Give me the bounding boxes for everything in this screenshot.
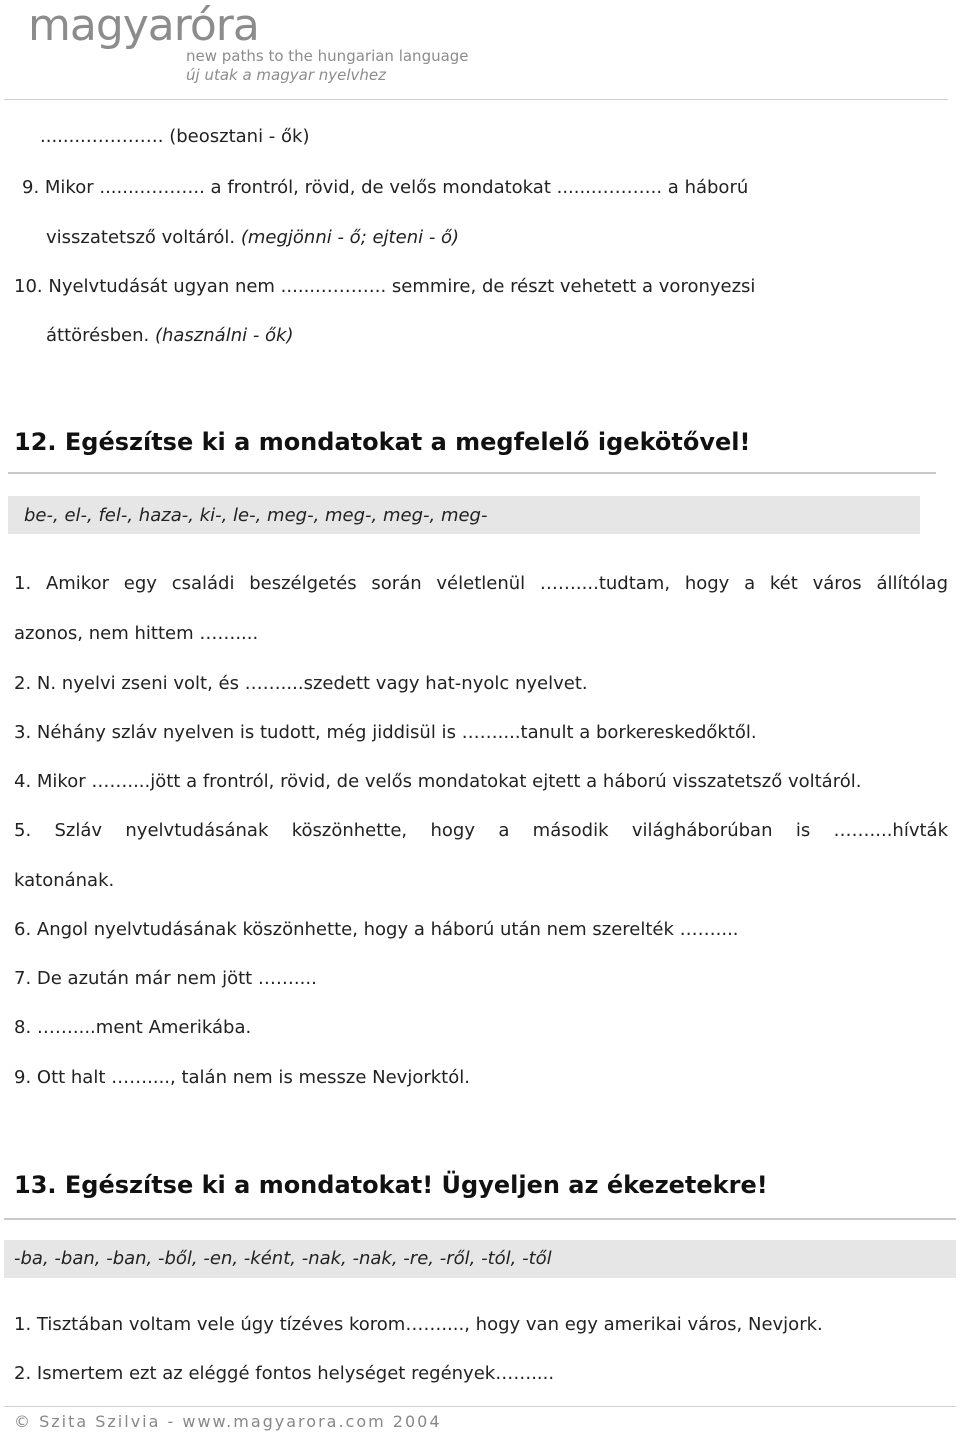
item-text: visszatetsző voltáról. (46, 227, 241, 248)
header-divider (4, 99, 948, 100)
section-12-item-1: 1. Amikor egy családi beszélgetés során véletlenül ……....tudtam, hogy a két város állítólag (14, 573, 948, 594)
section-12-item-5-continued: katonának. (14, 870, 115, 891)
footer-divider (4, 1406, 956, 1407)
item-text: áttörésben. (46, 325, 155, 346)
section-12-item-5: 5. Szláv nyelvtudásának köszönhette, hogy a második világháborúban is ……....hívták (14, 820, 948, 841)
section-12-divider (8, 472, 936, 474)
exercise-item-10: 10. Nyelvtudását ugyan nem .......……….. semmire, de részt vehetett a voronyezsi (14, 276, 756, 297)
section-12-item-9: 9. Ott halt ……...., talán nem is messze Nevjorktól. (14, 1067, 470, 1088)
section-13-word-bank-text: -ba, -ban, -ban, -ből, -en, -ként, -nak, -nak, -re, -ről, -tól, -től (14, 1248, 552, 1269)
section-12-word-bank-text: be-, el-, fel-, haza-, ki-, le-, meg-, meg-, meg-, meg- (24, 505, 488, 526)
section-12-item-1-continued: azonos, nem hittem …….... (14, 623, 259, 644)
section-12-title: 12. Egészítse ki a mondatokat a megfelelő igekötővel! (14, 428, 751, 456)
logo: magyaróra (28, 0, 259, 51)
section-12-item-7: 7. De azután már nem jött …….... (14, 968, 317, 989)
item-hint: (használni - ők) (154, 325, 294, 346)
tagline-english: new paths to the hungarian language (186, 47, 469, 65)
section-13-title: 13. Egészítse ki a mondatokat! Ügyeljen az ékezetekre! (14, 1171, 768, 1199)
exercise-line-text: ........…………. (beosztani - ők) (40, 126, 310, 147)
section-12-item-6: 6. Angol nyelvtudásának köszönhette, hogy a háború után nem szerelték …….... (14, 919, 739, 940)
item-hint: (megjönni - ő; ejteni - ő) (240, 227, 460, 248)
exercise-item-9-continued (46, 227, 459, 248)
section-12-item-4: 4. Mikor ……....jött a frontról, rövid, de velős mondatokat ejtett a háború visszatetsző voltáról. (14, 771, 862, 792)
exercise-item-10-continued (46, 325, 294, 346)
section-12-item-8: 8. ……....ment Amerikába. (14, 1017, 252, 1038)
tagline-hungarian: új utak a magyar nyelvhez (186, 66, 387, 84)
section-13-divider (4, 1218, 956, 1220)
exercise-line (40, 126, 309, 147)
section-12-item-3: 3. Néhány szláv nyelven is tudott, még jiddisül is ……....tanult a borkereskedőktől. (14, 722, 757, 743)
section-12-item-2: 2. N. nyelvi zseni volt, és ……....szedett vagy hat-nyolc nyelvet. (14, 673, 588, 694)
footer-copyright: © Szita Szilvia - www.magyarora.com 2004 (14, 1412, 442, 1431)
section-13-item-2: 2. Ismertem ezt az eléggé fontos helységet regények…….... (14, 1363, 555, 1384)
section-13-item-1: 1. Tisztában voltam vele úgy tízéves korom……...., hogy van egy amerikai város, Nevjork. (14, 1314, 823, 1335)
exercise-item-9: 9. Mikor .......……….. a frontról, rövid, de velős mondatokat .......……….. a háború (22, 177, 749, 198)
